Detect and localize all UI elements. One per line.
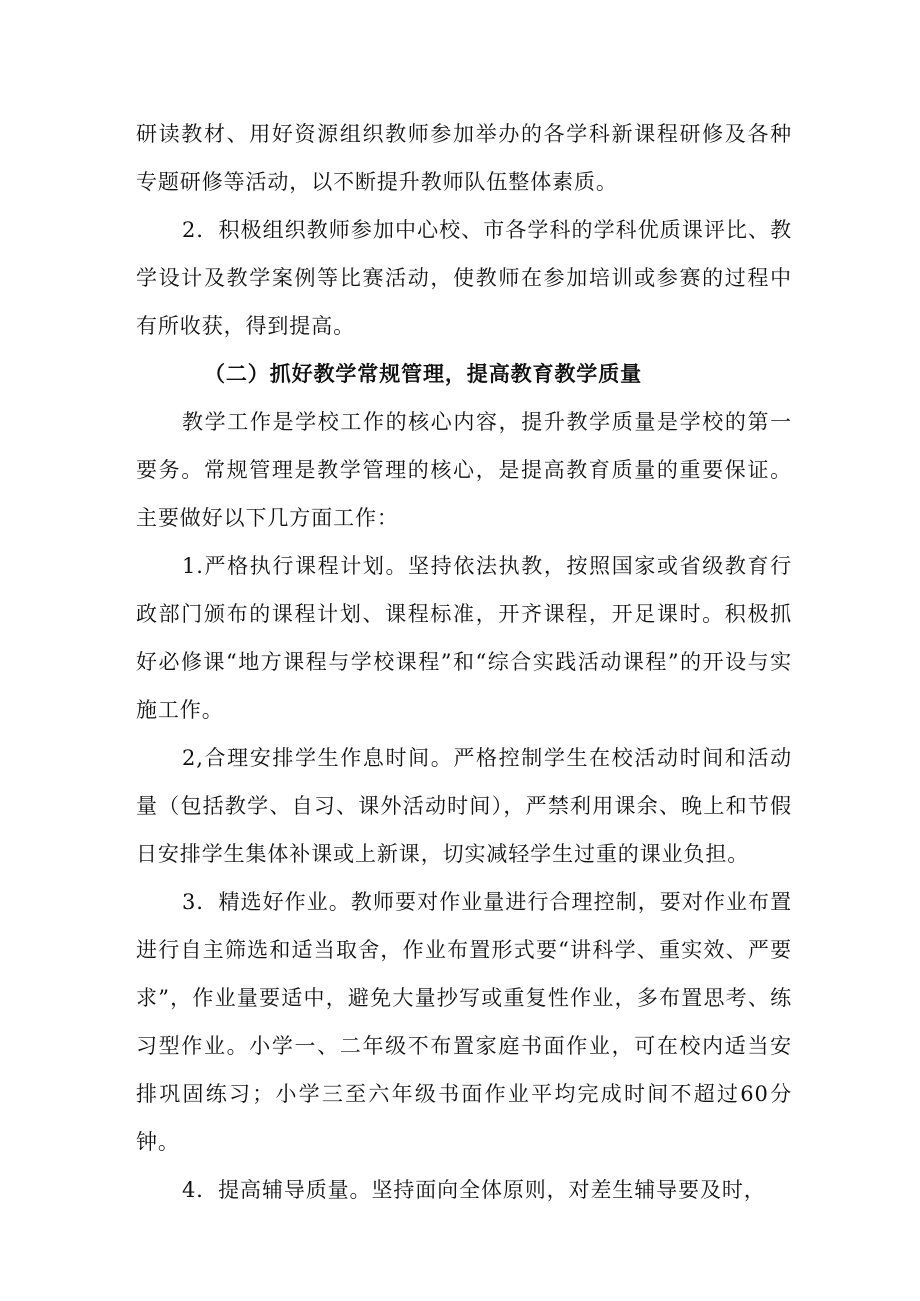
paragraph-teacher-training-continued: 研读教材、用好资源组织教师参加举办的各学科新课程研修及各种专题研修等活动，以不断提升教师队伍整体素质。 <box>136 122 792 194</box>
paragraph-item-1-curriculum-plan: 1.严格执行课程计划。坚持依法执教，按照国家或省级教育行政部门颁布的课程计划、课程标准，开齐课程，开足课时。积极抓好必修课“地方课程与学校课程”和“综合实践活动课程”的开设与实施工作。 <box>136 554 792 722</box>
section-heading-teaching-routine: （二）抓好教学常规管理，提高教育教学质量 <box>204 362 642 386</box>
paragraph-item-2-competitions: 2．积极组织教师参加中心校、市各学科的学科优质课评比、教学设计及教学案例等比赛活动，使教师在参加培训或参赛的过程中有所收获，得到提高。 <box>136 218 792 338</box>
paragraph-item-2-schedule: 2,合理安排学生作息时间。严格控制学生在校活动时间和活动量（包括教学、自习、课外活动时间），严禁利用课余、晚上和节假日安排学生集体补课或上新课，切实减轻学生过重的课业负担。 <box>136 746 792 866</box>
paragraph-item-4-tutoring: 4．提高辅导质量。坚持面向全体原则，对差生辅导要及时， <box>182 1178 766 1202</box>
paragraph-teaching-core: 教学工作是学校工作的核心内容，提升教学质量是学校的第一要务。常规管理是教学管理的核心，是提高教育质量的重要保证。主要做好以下几方面工作： <box>136 410 792 530</box>
document-page <box>136 110 792 1214</box>
paragraph-item-3-homework: 3．精选好作业。教师要对作业量进行合理控制，要对作业布置进行自主筛选和适当取舍，作业布置形式要“讲科学、重实效、严要求”，作业量要适中，避免大量抄写或重复性作业，多布置思考、练习型作业。小学一、二年级不布置家庭书面作业，可在校内适当安排巩固练习；小学三至六年级书面作业平均完成时间不超过60分钟。 <box>136 890 792 1154</box>
